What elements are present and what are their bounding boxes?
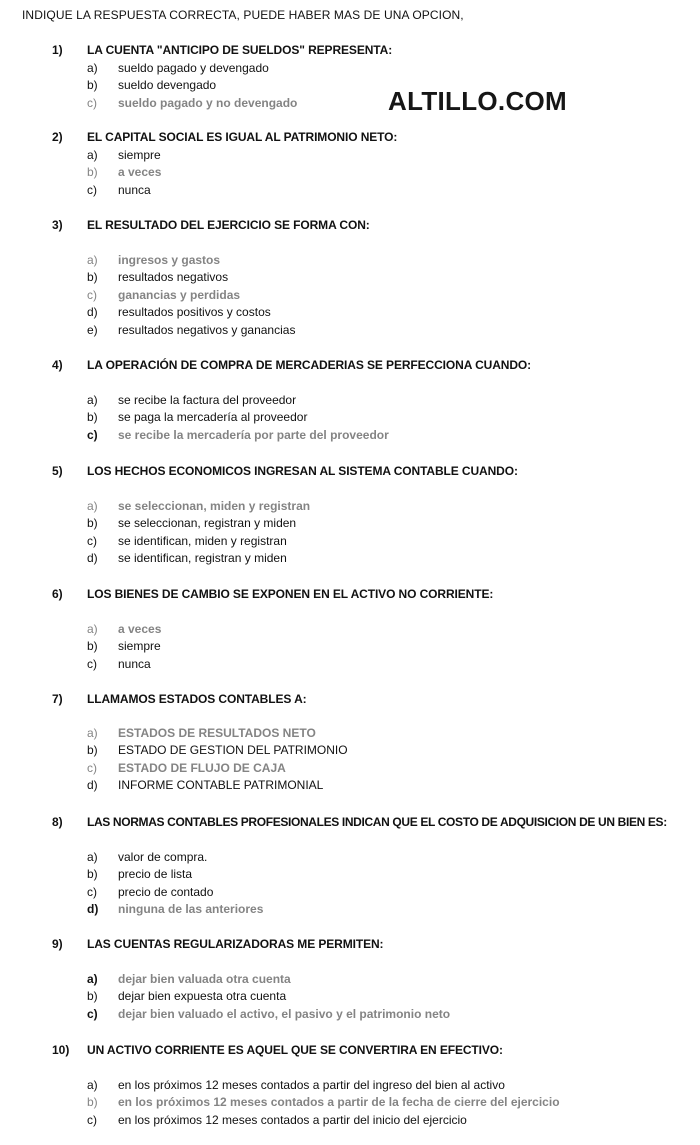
option-text: precio de contado [118, 884, 214, 899]
option-letter: a) [87, 499, 98, 513]
option-letter: b) [87, 639, 98, 654]
option-text: a veces [118, 165, 162, 180]
question-number: 3) [52, 218, 63, 232]
option-item-selected [0, 761, 700, 778]
question-text: LOS BIENES DE CAMBIO SE EXPONEN EN EL ACTIVO NO CORRIENTE: [87, 587, 494, 601]
question-text: LOS HECHOS ECONOMICOS INGRESAN AL SISTEMA CONTABLE CUANDO: [87, 464, 518, 478]
option-item [0, 183, 700, 200]
question-number: 6) [52, 587, 63, 601]
question-number: 5) [52, 464, 63, 478]
question-4 [0, 358, 700, 445]
question-number: 8) [52, 815, 63, 829]
option-letter: b) [87, 1095, 98, 1110]
option-item [0, 534, 700, 551]
option-item [0, 61, 700, 78]
option-text: sueldo pagado y devengado [118, 61, 269, 75]
question-text: UN ACTIVO CORRIENTE ES AQUEL QUE SE CONVERTIRA EN EFECTIVO: [87, 1043, 503, 1057]
question-2 [0, 130, 700, 200]
option-letter: c) [87, 884, 97, 899]
option-text: ingresos y gastos [118, 253, 221, 267]
question-1 [0, 43, 700, 113]
option-letter: c) [87, 1006, 98, 1021]
question-10 [0, 1043, 700, 1130]
option-item [0, 78, 700, 95]
option-text: dejar bien valuado el activo, el pasivo y el patrimonio neto [118, 1006, 451, 1021]
option-letter: a) [87, 393, 98, 407]
option-item [0, 410, 700, 427]
question-3 [0, 218, 700, 340]
option-item-selected [0, 288, 700, 305]
option-text: nunca [118, 182, 151, 197]
option-letter: b) [87, 743, 98, 758]
option-item [0, 1078, 700, 1095]
option-text: INFORME CONTABLE PATRIMONIAL [118, 778, 324, 793]
option-letter: d) [87, 551, 98, 566]
option-letter: c) [87, 287, 97, 302]
option-letter: e) [87, 322, 98, 337]
option-item [0, 270, 700, 287]
option-letter: b) [87, 516, 98, 531]
option-item [0, 148, 700, 165]
option-letter: d) [87, 902, 99, 917]
option-text: se seleccionan, registran y miden [118, 516, 297, 531]
option-letter: c) [87, 533, 97, 548]
option-text: nunca [118, 656, 151, 671]
option-text: siempre [118, 148, 161, 162]
option-text: se recibe la mercadería por parte del proveedor [118, 427, 389, 442]
option-item-selected [0, 253, 700, 270]
option-text: sueldo pagado y no devengado [118, 95, 298, 110]
option-letter: a) [87, 850, 98, 864]
option-letter: b) [87, 989, 98, 1004]
option-text: ESTADO DE GESTION DEL PATRIMONIO [118, 743, 348, 758]
option-text: se paga la mercadería al proveedor [118, 410, 308, 425]
question-text: LA CUENTA "ANTICIPO DE SUELDOS" REPRESENTA: [87, 43, 393, 57]
question-text: LAS NORMAS CONTABLES PROFESIONALES INDICAN QUE EL COSTO DE ADQUISICION DE UN BIEN ES: [87, 815, 667, 829]
option-item-selected [0, 1007, 700, 1024]
option-text: siempre [118, 639, 161, 654]
option-text: se seleccionan, miden y registran [118, 499, 311, 513]
question-text: EL CAPITAL SOCIAL ES IGUAL AL PATRIMONIO NETO: [87, 130, 398, 144]
option-text: resultados negativos y ganancias [118, 322, 296, 337]
option-item-selected [0, 1095, 700, 1112]
option-letter: d) [87, 305, 98, 320]
question-number: 9) [52, 937, 63, 951]
watermark-logo: ALTILLO.COM [388, 86, 568, 116]
option-letter: a) [87, 61, 98, 75]
option-text: en los próximos 12 meses contados a partir del ingreso del bien al activo [118, 1078, 505, 1092]
option-letter: d) [87, 778, 98, 793]
option-item [0, 323, 700, 340]
option-text: en los próximos 12 meses contados a partir de la fecha de cierre del ejercicio [118, 1095, 560, 1110]
option-item-selected [0, 622, 700, 639]
option-text: a veces [118, 622, 162, 636]
option-text: ganancias y perdidas [118, 287, 241, 302]
option-text: ninguna de las anteriores [118, 902, 264, 917]
option-item-selected [0, 972, 700, 989]
option-text: en los próximos 12 meses contados a partir del inicio del ejercicio [118, 1112, 467, 1127]
option-letter: b) [87, 270, 98, 285]
option-item-selected [0, 499, 700, 516]
option-letter: c) [87, 760, 97, 775]
option-item [0, 989, 700, 1006]
question-text: EL RESULTADO DEL EJERCICIO SE FORMA CON: [87, 218, 370, 232]
option-text: resultados negativos [118, 270, 229, 285]
option-item [0, 657, 700, 674]
option-letter: a) [87, 972, 98, 986]
option-letter: a) [87, 622, 98, 636]
option-text: dejar bien expuesta otra cuenta [118, 989, 287, 1004]
option-text: sueldo devengado [118, 78, 217, 93]
option-letter: c) [87, 656, 97, 671]
question-number: 2) [52, 130, 63, 144]
option-item [0, 885, 700, 902]
option-item [0, 867, 700, 884]
question-5 [0, 464, 700, 569]
option-item [0, 305, 700, 322]
option-text: se recibe la factura del proveedor [118, 393, 297, 407]
option-item [0, 743, 700, 760]
option-text: precio de lista [118, 867, 193, 882]
option-letter: c) [87, 427, 98, 442]
question-8 [0, 815, 700, 920]
option-text: resultados positivos y costos [118, 305, 271, 320]
option-letter: c) [87, 182, 97, 197]
question-text: LA OPERACIÓN DE COMPRA DE MERCADERIAS SE PERFECCIONA CUANDO: [87, 358, 532, 372]
option-letter: a) [87, 1078, 98, 1092]
option-letter: b) [87, 410, 98, 425]
option-letter: b) [87, 867, 98, 882]
option-item-selected [0, 165, 700, 182]
option-item [0, 1113, 700, 1130]
option-item [0, 850, 700, 867]
question-9 [0, 937, 700, 1024]
question-text: LAS CUENTAS REGULARIZADORAS ME PERMITEN: [87, 937, 384, 951]
option-text: ESTADOS DE RESULTADOS NETO [118, 726, 316, 740]
option-text: se identifican, miden y registran [118, 533, 287, 548]
option-item [0, 551, 700, 568]
question-6 [0, 587, 700, 674]
option-letter: c) [87, 95, 97, 110]
option-item-selected [0, 428, 700, 445]
option-letter: b) [87, 165, 98, 180]
option-item-selected [0, 96, 700, 113]
option-item [0, 393, 700, 410]
instructions-header: INDIQUE LA RESPUESTA CORRECTA, PUEDE HABER MAS DE UNA OPCION, [22, 8, 464, 22]
option-letter: a) [87, 253, 98, 267]
option-item [0, 778, 700, 795]
option-item-selected [0, 902, 700, 919]
option-item [0, 516, 700, 533]
option-text: dejar bien valuada otra cuenta [118, 972, 291, 986]
question-number: 10) [52, 1043, 70, 1057]
option-letter: c) [87, 1112, 97, 1127]
option-text: valor de compra. [118, 850, 208, 864]
option-text: ESTADO DE FLUJO DE CAJA [118, 760, 286, 775]
option-letter: a) [87, 726, 98, 740]
question-text: LLAMAMOS ESTADOS CONTABLES A: [87, 692, 307, 706]
option-letter: a) [87, 148, 98, 162]
question-number: 1) [52, 43, 63, 57]
option-letter: b) [87, 78, 98, 93]
option-text: se identifican, registran y miden [118, 551, 287, 566]
question-7 [0, 692, 700, 796]
question-number: 7) [52, 692, 63, 706]
option-item [0, 639, 700, 656]
question-number: 4) [52, 358, 63, 372]
option-item-selected [0, 726, 700, 743]
